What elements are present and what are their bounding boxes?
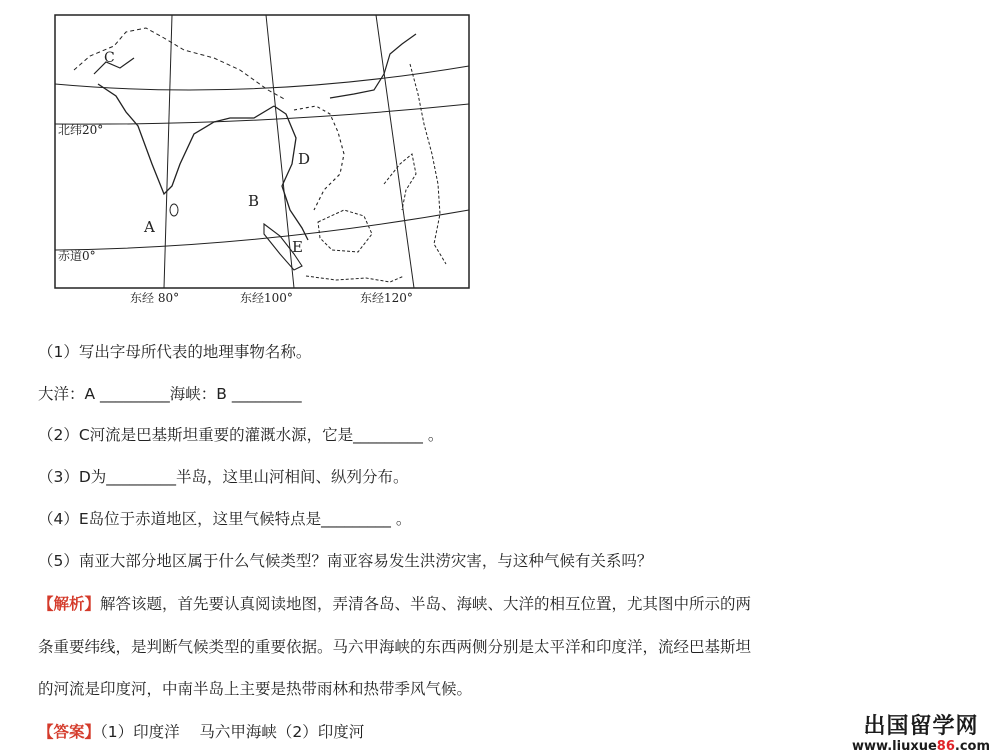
watermark-cn: 出国留学网	[863, 714, 979, 739]
analysis-line-3: 的河流是印度河，中南半岛上主要是热带雨林和热带季风气候。	[38, 680, 473, 698]
question-3: （3）D为_________半岛，这里山河相间、纵列分布。	[38, 468, 409, 486]
label-equator: 赤道0°	[58, 249, 96, 263]
analysis-tag: 【解析】	[38, 595, 101, 613]
question-5: （5）南亚大部分地区属于什么气候类型？南亚容易发生洪涝灾害，与这种气候有关系吗？	[38, 552, 653, 570]
analysis-line-2: 条重要纬线，是判断气候类型的重要依据。马六甲海峡的东西两侧分别是太平洋和印度洋，流经巴基斯坦	[38, 638, 752, 656]
question-2: （2）C河流是巴基斯坦重要的灌溉水源，它是_________ 。	[38, 426, 444, 444]
watermark-url-num: 86	[936, 739, 955, 754]
map-svg	[54, 14, 470, 304]
label-e120: 东经120°	[360, 291, 413, 304]
answer-line	[38, 722, 364, 742]
letter-a: A	[144, 218, 155, 236]
watermark-url-suffix: .com	[954, 739, 990, 754]
letter-e: E	[292, 238, 303, 256]
watermark-url	[852, 740, 990, 753]
analysis-text-1: 解答该题，首先要认真阅读地图，弄清各岛、半岛、海峡、大洋的相互位置，尤其图中所示的两	[100, 595, 752, 613]
watermark-url-prefix: www.liuxue	[852, 739, 937, 754]
answer-text: （1）印度洋 马六甲海峡（2）印度河	[100, 723, 365, 741]
question-1-blanks: 大洋：A _________海峡：B _________	[38, 385, 302, 403]
map-figure	[54, 14, 470, 304]
question-1: （1）写出字母所代表的地理事物名称。	[38, 343, 312, 361]
label-e80: 东经 80°	[130, 291, 180, 304]
letter-b: B	[248, 192, 260, 210]
analysis-line-1	[38, 594, 751, 614]
site-watermark	[852, 716, 990, 753]
question-4: （4）E岛位于赤道地区，这里气候特点是_________ 。	[38, 510, 412, 528]
letter-c: C	[104, 50, 115, 66]
answer-tag: 【答案】	[38, 723, 101, 741]
letter-d: D	[298, 150, 311, 168]
label-north20: 北纬20°	[58, 123, 104, 137]
map-frame	[55, 15, 469, 288]
label-e100: 东经100°	[240, 291, 293, 304]
